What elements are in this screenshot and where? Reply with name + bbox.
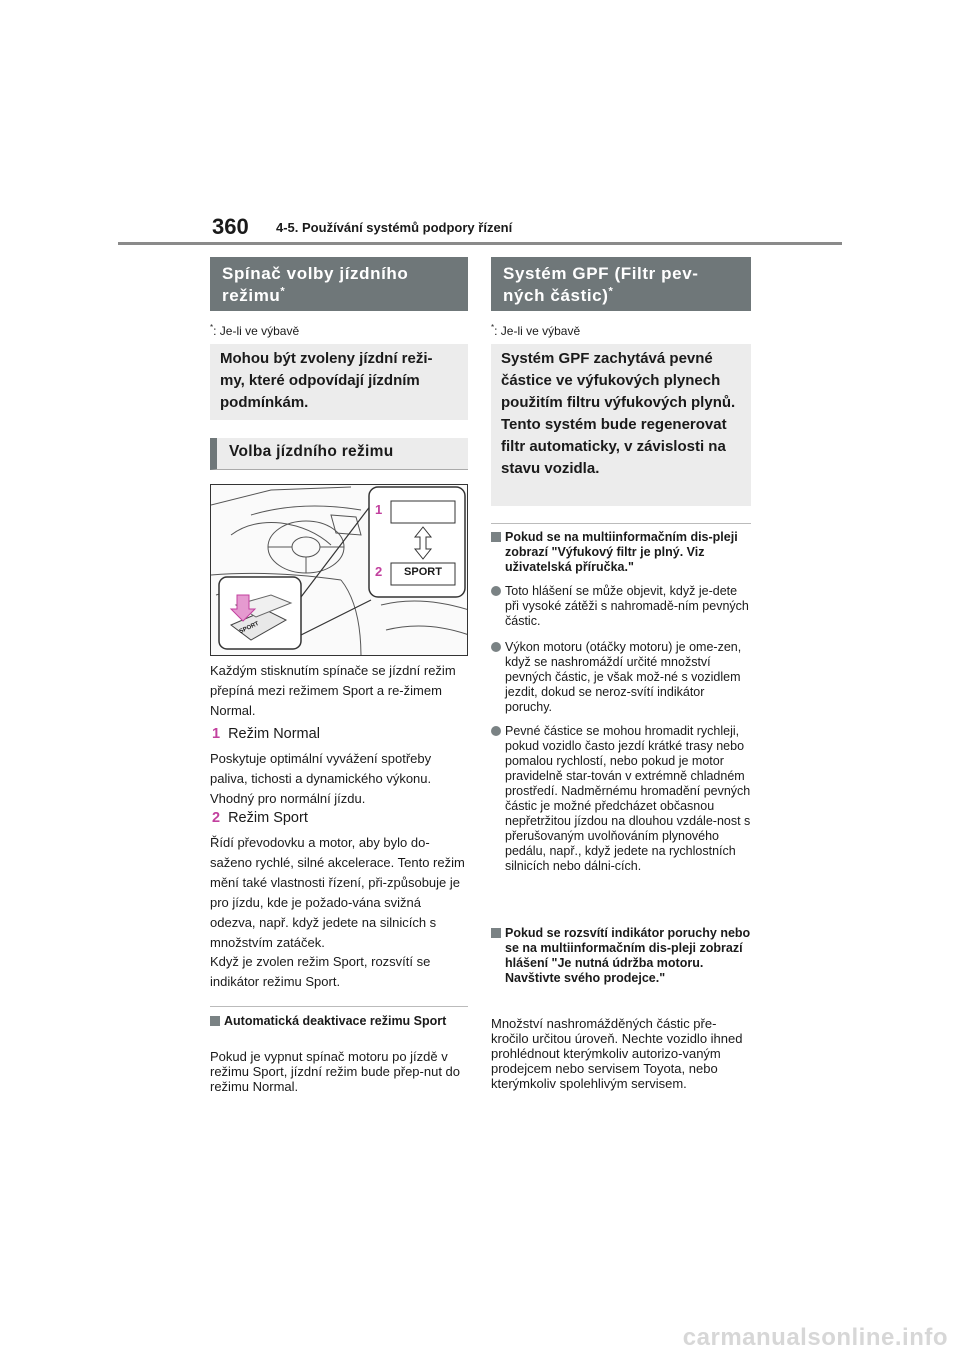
gpf-availability-note-text: : Je-li ve výbavě xyxy=(494,324,581,338)
availability-note-text: : Je-li ve výbavě xyxy=(213,324,300,338)
toggle-paragraph: Každým stisknutím spínače se jízdní režim přepíná mezi režimem Sport a re-žimem Normal. xyxy=(210,663,456,718)
sport-indicator-paragraph: Když je zvolen režim Sport, rozsvítí se indikátor režimu Sport. xyxy=(210,954,431,989)
item-normal-title: Režim Normal xyxy=(228,726,320,742)
section-title-gpf xyxy=(491,257,751,311)
malfunction-text: Množství nashromážděných částic pře-kročilo určitou úroveň. Nechte vozidlo ihned prohlédnout kterýmkoliv autorizo-vaným prodejcem nebo servisem Toyota, nebo kterýmkoliv spolehlivým servisem. xyxy=(491,1016,743,1091)
filter-full-title: Pokud se na multiinformačním dis-pleji zobrazí "Výfukový filtr je plný. Viz uživatelská příručka." xyxy=(505,530,738,574)
availability-note xyxy=(210,323,299,338)
bullet-power-limit-text: Výkon motoru (otáčky motoru) je ome-zen, když se nashromáždí určité množství pevných částic, je však mož-né s vozidlem jezdit, dokud se neroz-svítí indikátor poruchy. xyxy=(505,640,742,714)
section-title-drive-mode xyxy=(210,257,468,311)
gpf-intro-box: Systém GPF zachytává pevné částice ve výfukových plynech použitím filtru výfukových plynů. Tento systém bude regenerovat filtr automaticky, v závislosti na stavu vozidla. xyxy=(491,344,751,506)
bullet-power-limit xyxy=(491,640,751,715)
bullet-accumulation xyxy=(491,724,751,874)
auto-deactivation-text: Pokud je vypnut spínač motoru po jízdě v režimu Sport, jízdní režim bude přep-nut do režimu Normal. xyxy=(210,1049,461,1094)
section-title-gpf-line1: Systém GPF (Filtr pev- xyxy=(503,264,699,283)
figure-switch-label: SPORT xyxy=(238,620,260,636)
item-number-2: 2 xyxy=(212,810,221,826)
square-bullet-icon xyxy=(491,928,501,938)
square-bullet-icon xyxy=(210,1016,220,1026)
bullet-load-text: Toto hlášení se může objevit, když je-dete při vysoké zátěži s nahromadě-ním pevných částic. xyxy=(505,584,749,628)
section-title-line2: režimu xyxy=(222,286,281,305)
auto-deactivation-heading xyxy=(210,1014,468,1029)
bullet-load xyxy=(491,584,751,629)
chapter-title: 4-5. Používání systémů podpory řízení xyxy=(276,220,513,235)
item-normal-text: Poskytuje optimální vyvážení spotřeby paliva, tichosti a dynamického výkonu. Vhodný pro normální jízdu. xyxy=(210,751,432,806)
page-number: 360 xyxy=(212,214,249,239)
item-sport-heading xyxy=(212,810,308,826)
section-title-line1: Spínač volby jízdního xyxy=(222,264,409,283)
round-bullet-icon xyxy=(491,642,501,652)
round-bullet-icon xyxy=(491,726,501,736)
item-number-1: 1 xyxy=(212,726,221,742)
footnote-star: * xyxy=(491,323,495,332)
footnote-star: * xyxy=(608,285,614,298)
header-rule xyxy=(118,242,842,245)
item-sport-title: Režim Sport xyxy=(228,810,308,826)
auto-deactivation-title: Automatická deaktivace režimu Sport xyxy=(224,1014,447,1028)
watermark: carmanualsonline.info xyxy=(682,1324,948,1351)
filter-full-heading xyxy=(491,530,751,575)
intro-box: Mohou být zvoleny jízdní reži-my, které odpovídají jízdním podmínkám. xyxy=(210,344,468,420)
figure-label-1: 1 xyxy=(375,502,383,517)
round-bullet-icon xyxy=(491,586,501,596)
malfunction-heading xyxy=(491,926,751,986)
figure-label-2: 2 xyxy=(375,564,383,579)
sub-heading-mode-selection: Volba jízdního režimu xyxy=(210,438,468,470)
footnote-star: * xyxy=(280,285,286,298)
figure-sport-button: SPORT xyxy=(404,566,442,578)
item-normal-heading xyxy=(212,726,320,742)
item-sport-text: Řídí převodovku a motor, aby bylo do-saženo rychlé, silné akcelerace. Tento režim mění také vlastnosti řízení, při-způsobuje je pro jízdu, kde je požado-vána svižná odezva, např. když jedete na silnicích s množstvím zatáček. xyxy=(210,835,465,950)
square-bullet-icon xyxy=(491,532,501,542)
section-title-gpf-line2: ných částic) xyxy=(503,286,609,305)
left-divider xyxy=(210,1006,468,1007)
bullet-accumulation-text: Pevné částice se mohou hromadit rychleji, pokud vozidlo často jezdí krátké trasy nebo pomalou rychlostí, nebo pokud je motor pravidelně star-tován v extrémně chladném prostředí. Nadměrnému hromadění pevných částic je možné předcházet občasnou nepřetržitou jízdou na dlouhou vzdále-nost s přerušovaným uvolňováním plynového pedálu, např., když jedete na rychlostních silnicích nebo dálni-cích. xyxy=(505,724,751,873)
right-divider xyxy=(491,523,751,524)
malfunction-title: Pokud se rozsvítí indikátor poruchy nebo se na multiinformačním dis-pleji zobrazí hlášení "Je nutná údržba motoru. Navštivte svého prodejce." xyxy=(505,926,751,985)
footnote-star: * xyxy=(210,323,214,332)
drive-mode-figure xyxy=(210,484,468,656)
gpf-availability-note xyxy=(491,323,580,338)
